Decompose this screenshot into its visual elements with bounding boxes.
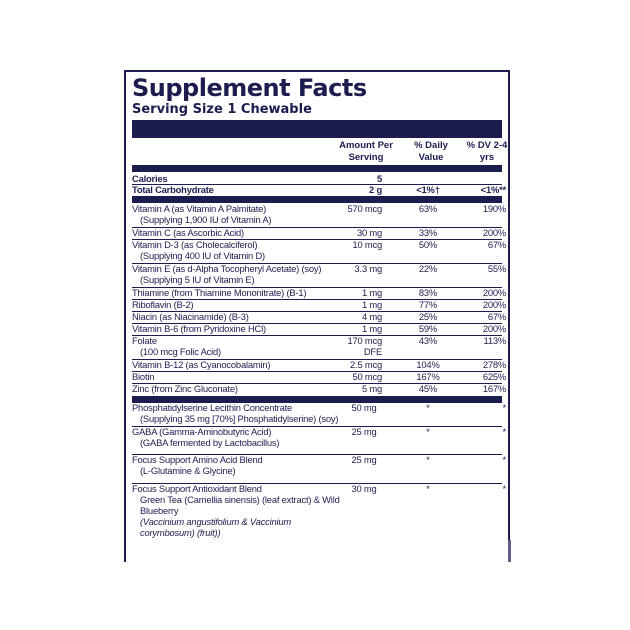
daily-value-2-4-yrs: 67% [487, 311, 506, 322]
daily-value: 59% [418, 323, 438, 334]
nutrient-label: Vitamin C (as Ascorbic Acid) [132, 227, 244, 238]
nutrient-sub-label: (GABA fermented by Lactobacillus) [140, 437, 280, 448]
nutrient-name [132, 173, 346, 184]
daily-value: 77% [418, 299, 438, 310]
daily-value: <1%† [416, 184, 440, 195]
nutrient-name [132, 311, 346, 322]
daily-value: 50% [418, 239, 438, 250]
daily-value-2-4-yrs: * [502, 483, 506, 494]
nutrient-name [132, 287, 346, 298]
amount-per-serving: 3.3 mg [354, 263, 382, 274]
nutrient-name [132, 184, 346, 195]
daily-value-2-4-yrs: * [502, 454, 506, 465]
nutrient-name [132, 402, 346, 424]
daily-value-2-4-yrs: 190% [482, 203, 506, 214]
amount-per-serving: 30 mg [351, 483, 377, 494]
nutrient-name [132, 239, 346, 261]
amount-per-serving: 25 mg [351, 426, 377, 437]
amount-per-serving: 2 g [369, 184, 382, 195]
col-header-dv-2-4: % DV 2-4 yrs [466, 140, 508, 163]
daily-value-2-4-yrs: 55% [487, 263, 506, 274]
daily-value-2-4-yrs: 278% [482, 359, 506, 370]
nutrient-name [132, 426, 346, 448]
amount-per-serving: 50 mg [351, 402, 377, 413]
nutrient-label: Focus Support Antioxidant Blend [132, 483, 262, 494]
nutrient-label: Vitamin D-3 (as Cholecalciferol) [132, 239, 258, 250]
daily-value-2-4-yrs: 167% [482, 383, 506, 394]
daily-value: 43% [418, 335, 438, 346]
panel-title: Supplement Facts [132, 74, 367, 102]
nutrient-label: Niacin (as Niacinamide) (B-3) [132, 311, 249, 322]
amount-per-serving: 10 mcg [352, 239, 382, 250]
amount-per-serving: 170 mcg DFE [347, 335, 382, 357]
nutrient-label: Total Carbohydrate [132, 184, 214, 195]
nutrient-name [132, 371, 346, 382]
nutrient-row [132, 263, 506, 288]
nutrient-label: Calories [132, 173, 168, 184]
amount-per-serving: 25 mg [351, 454, 377, 465]
daily-value-2-4-yrs: * [502, 426, 506, 437]
daily-value-2-4-yrs: 200% [482, 299, 506, 310]
nutrient-sub-label-2: (Vaccinium angustifolium & Vaccinium corymbosum) (fruit)) [140, 516, 292, 538]
nutrient-row [132, 402, 506, 427]
amount-per-serving: 5 mg [361, 383, 382, 394]
amount-per-serving: 50 mcg [352, 371, 382, 382]
nutrient-row [132, 203, 506, 228]
nutrient-label: Vitamin A (as Vitamin A Palmitate) [132, 203, 267, 214]
nutrient-label: Biotin [132, 371, 155, 382]
supplement-facts-panel [124, 70, 510, 562]
daily-value-2-4-yrs: 113% [483, 335, 506, 346]
nutrient-label: Vitamin E (as d-Alpha Tocopheryl Acetate) (soy) [132, 263, 322, 274]
header-bar [132, 120, 502, 138]
daily-value-2-4-yrs: 625% [482, 371, 506, 382]
daily-value-2-4-yrs: 67% [487, 239, 506, 250]
daily-value: 45% [418, 383, 438, 394]
daily-value: * [426, 483, 430, 494]
serving-size: Serving Size 1 Chewable [132, 102, 312, 117]
daily-value-2-4-yrs: 200% [482, 323, 506, 334]
daily-value-2-4-yrs: 200% [482, 287, 506, 298]
nutrient-label: Vitamin B-12 (as Cyanocobalamin) [132, 359, 271, 370]
amount-per-serving: 570 mcg [347, 203, 382, 214]
nutrient-label: Phosphatidylserine Lecithin Concentrate [132, 402, 293, 413]
daily-value: * [426, 454, 430, 465]
nutrient-sub-label: (Supplying 1,900 IU of Vitamin A) [140, 214, 272, 225]
daily-value: 22% [418, 263, 438, 274]
edge-accent [508, 540, 511, 562]
nutrient-row [132, 426, 506, 455]
daily-value-2-4-yrs: 200% [482, 227, 506, 238]
nutrient-label: Zinc (from Zinc Gluconate) [132, 383, 238, 394]
daily-value-2-4-yrs: * [502, 402, 506, 413]
nutrient-name [132, 335, 346, 357]
amount-per-serving: 1 mg [361, 299, 382, 310]
nutrient-name [132, 299, 346, 310]
amount-per-serving: 5 [376, 173, 382, 184]
nutrient-name [132, 359, 346, 370]
divider-thick [132, 165, 502, 172]
col-header-dv: % Daily Value [414, 140, 448, 163]
amount-per-serving: 2.5 mcg [350, 359, 382, 370]
nutrient-row [132, 483, 506, 538]
nutrient-label: Vitamin B-6 (from Pyridoxine HCl) [132, 323, 266, 334]
col-header-amount: Amount Per Serving [339, 140, 393, 163]
nutrient-row [132, 184, 506, 197]
nutrient-row [132, 335, 506, 360]
nutrient-label: Folate [132, 335, 157, 346]
nutrient-name [132, 323, 346, 334]
daily-value-2-4-yrs: <1%** [480, 184, 506, 195]
daily-value: 33% [418, 227, 438, 238]
nutrient-sub-label: Green Tea (Camellia sinensis) (leaf extract) & Wild Blueberry [140, 494, 340, 516]
nutrient-label: Thiamine (from Thiamine Mononitrate) (B-1) [132, 287, 307, 298]
amount-per-serving: 30 mg [356, 227, 382, 238]
nutrient-sub-label: (Supplying 5 IU of Vitamin E) [140, 274, 255, 285]
nutrient-name [132, 454, 346, 476]
nutrient-label: Riboflavin (B-2) [132, 299, 194, 310]
daily-value: * [426, 426, 430, 437]
amount-per-serving: 1 mg [361, 287, 382, 298]
nutrient-sub-label: (L-Glutamine & Glycine) [140, 465, 236, 476]
nutrient-name [132, 203, 346, 225]
amount-per-serving: 1 mg [361, 323, 382, 334]
daily-value: 167% [416, 371, 440, 382]
nutrient-name [132, 483, 346, 538]
nutrient-sub-label: (Supplying 400 IU of Vitamin D) [140, 250, 265, 261]
nutrient-name [132, 383, 346, 394]
nutrient-label: GABA (Gamma-Aminobutyric Acid) [132, 426, 272, 437]
daily-value: 104% [416, 359, 440, 370]
nutrient-name [132, 263, 346, 285]
daily-value: * [426, 402, 430, 413]
amount-per-serving: 4 mg [361, 311, 382, 322]
nutrient-name [132, 227, 346, 238]
daily-value: 63% [418, 203, 438, 214]
nutrient-label: Focus Support Amino Acid Blend [132, 454, 263, 465]
nutrient-row [132, 383, 506, 397]
daily-value: 25% [418, 311, 438, 322]
nutrient-row [132, 239, 506, 264]
nutrient-row [132, 454, 506, 484]
daily-value: 83% [418, 287, 438, 298]
nutrient-sub-label: (Supplying 35 mg [70%] Phosphatidylserine) (soy) [140, 413, 339, 424]
nutrient-sub-label: (100 mcg Folic Acid) [140, 346, 221, 357]
